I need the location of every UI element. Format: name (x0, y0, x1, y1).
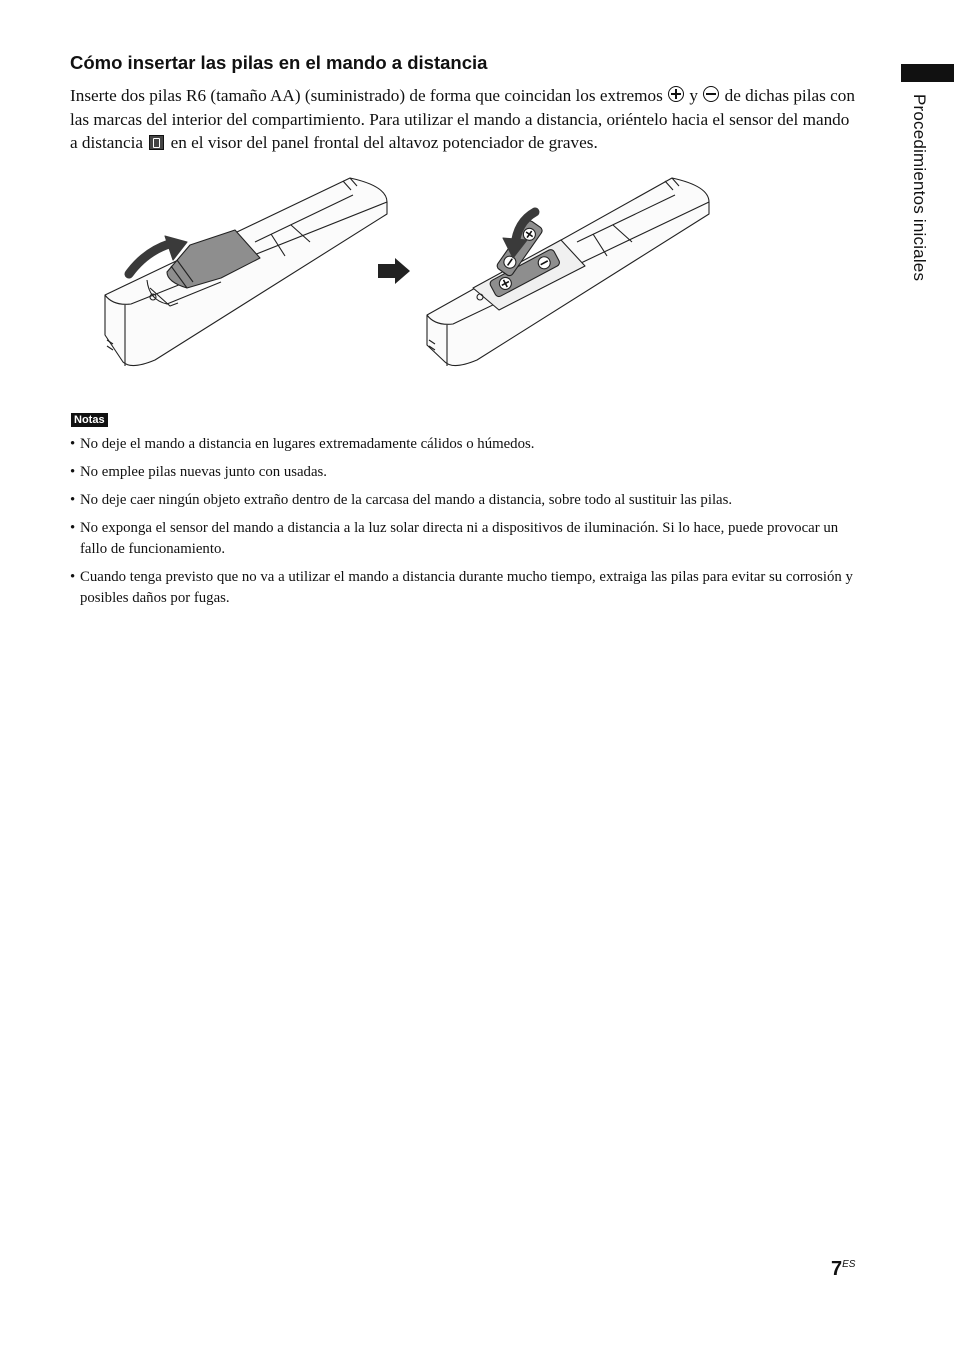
note-item: • Cuando tenga previsto que no va a utilizar el mando a distancia durante mucho tiempo, extraiga las pilas para evitar su corrosión y posibles daños por fugas. (70, 567, 860, 609)
notes-badge: Notas (71, 413, 108, 427)
note-item: • No deje el mando a distancia en lugares extremadamente cálidos o húmedos. (70, 434, 860, 455)
page-number-value: 7 (831, 1258, 843, 1280)
intro-paragraph (70, 84, 860, 155)
right-arrow-icon (378, 258, 410, 284)
intro-text-3: de dichas pilas con las marcas del interior del compartimiento. Para utilizar el mando a distancia, oriéntelo hacia el sensor del mando a distancia (70, 86, 855, 152)
intro-text-2: y (685, 86, 703, 105)
remote-sensor-icon (149, 135, 164, 150)
note-item: • No deje caer ningún objeto extraño dentro de la carcasa del mando a distancia, sobre todo al sustituir las pilas. (70, 490, 860, 511)
plus-circle-icon (668, 86, 684, 102)
page-number (831, 1258, 855, 1281)
minus-circle-icon (703, 86, 719, 102)
section-label: Procedimientos iniciales (910, 94, 929, 282)
battery-insertion-illustration (95, 170, 725, 375)
notes-list (70, 434, 860, 616)
intro-text-4: en el visor del panel frontal del altavoz potenciador de graves. (166, 133, 598, 152)
page-number-suffix: ES (842, 1259, 856, 1270)
note-item: • No emplee pilas nuevas junto con usadas. (70, 462, 860, 483)
note-item: • No exponga el sensor del mando a distancia a la luz solar directa ni a dispositivos de iluminación. Si lo hace, puede provocar un fallo de funcionamiento. (70, 518, 860, 560)
remote-insert-batteries-illustration (427, 178, 709, 366)
section-heading: Cómo insertar las pilas en el mando a distancia (70, 52, 488, 73)
remote-cover-open-illustration (105, 178, 387, 366)
intro-text-1: Inserte dos pilas R6 (tamaño AA) (suministrado) de forma que coincidan los extremos (70, 86, 668, 105)
section-tab-marker (901, 64, 954, 82)
